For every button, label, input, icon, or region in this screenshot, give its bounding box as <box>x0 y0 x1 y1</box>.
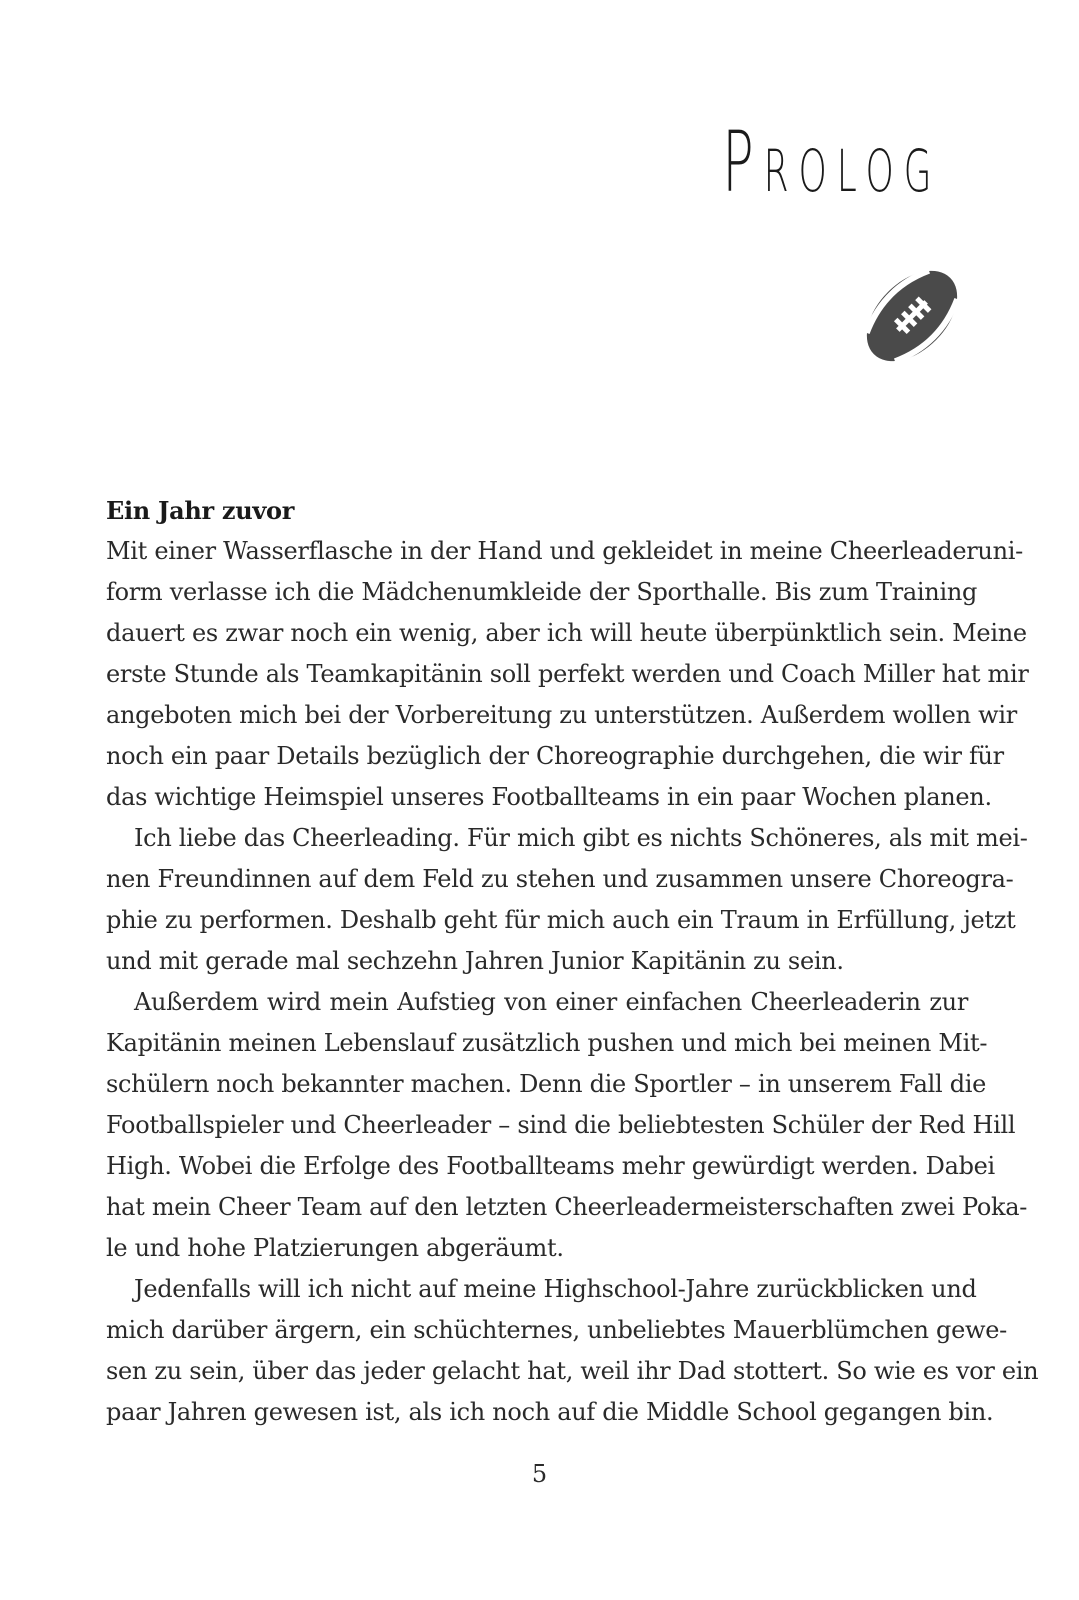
chapter-title-initial: P <box>721 113 764 211</box>
chapter-title-rest: ROLOG <box>763 137 941 205</box>
text-line: mich darüber ärgern, ein schüchternes, unbeliebtes Mauerblümchen gewe- <box>106 1316 1007 1344</box>
page-number: 5 <box>531 1460 548 1488</box>
text-line: Außerdem wird mein Aufstieg von einer einfachen Cheerleaderin zur <box>134 988 968 1016</box>
text-line: Footballspieler und Cheerleader – sind die beliebtesten Schüler der Red Hill <box>106 1111 1016 1139</box>
text-line: Mit einer Wasserflasche in der Hand und gekleidet in meine Cheerleaderuni- <box>106 537 1023 565</box>
text-line: Ich liebe das Cheerleading. Für mich gibt es nichts Schöneres, als mit mei- <box>134 824 1028 852</box>
text-line: noch ein paar Details bezüglich der Choreographie durchgehen, die wir für <box>106 742 1004 770</box>
text-line: und mit gerade mal sechzehn Jahren Junior Kapitänin zu sein. <box>106 947 844 975</box>
text-line: erste Stunde als Teamkapitänin soll perfekt werden und Coach Miller hat mir <box>106 660 1029 688</box>
text-line: le und hohe Platzierungen abgeräumt. <box>106 1234 564 1262</box>
section-heading: Ein Jahr zuvor <box>106 496 295 525</box>
text-line: schülern noch bekannter machen. Denn die Sportler – in unserem Fall die <box>106 1070 987 1098</box>
text-line: sen zu sein, über das jeder gelacht hat, weil ihr Dad stottert. So wie es vor ein <box>106 1357 1039 1385</box>
body-text <box>106 490 1039 1433</box>
text-line: hat mein Cheer Team auf den letzten Cheerleadermeisterschaften zwei Poka- <box>106 1193 1028 1221</box>
text-line: das wichtige Heimspiel unseres Footballteams in ein paar Wochen planen. <box>106 783 992 811</box>
football-icon <box>858 262 966 370</box>
text-line: phie zu performen. Deshalb geht für mich auch ein Traum in Erfüllung, jetzt <box>106 906 1016 934</box>
chapter-title <box>721 113 941 211</box>
text-line: dauert es zwar noch ein wenig, aber ich will heute überpünktlich sein. Meine <box>106 619 1027 647</box>
text-line: nen Freundinnen auf dem Feld zu stehen und zusammen unsere Choreogra- <box>106 865 1014 893</box>
text-line: form verlasse ich die Mädchenumkleide der Sporthalle. Bis zum Training <box>106 578 978 606</box>
text-line: angeboten mich bei der Vorbereitung zu unterstützen. Außerdem wollen wir <box>106 701 1017 729</box>
text-line: High. Wobei die Erfolge des Footballteams mehr gewürdigt werden. Dabei <box>106 1152 995 1180</box>
text-line: paar Jahren gewesen ist, als ich noch auf die Middle School gegangen bin. <box>106 1398 994 1426</box>
text-line: Kapitänin meinen Lebenslauf zusätzlich pushen und mich bei meinen Mit- <box>106 1029 988 1057</box>
text-line: Jedenfalls will ich nicht auf meine Highschool-Jahre zurückblicken und <box>134 1275 977 1303</box>
